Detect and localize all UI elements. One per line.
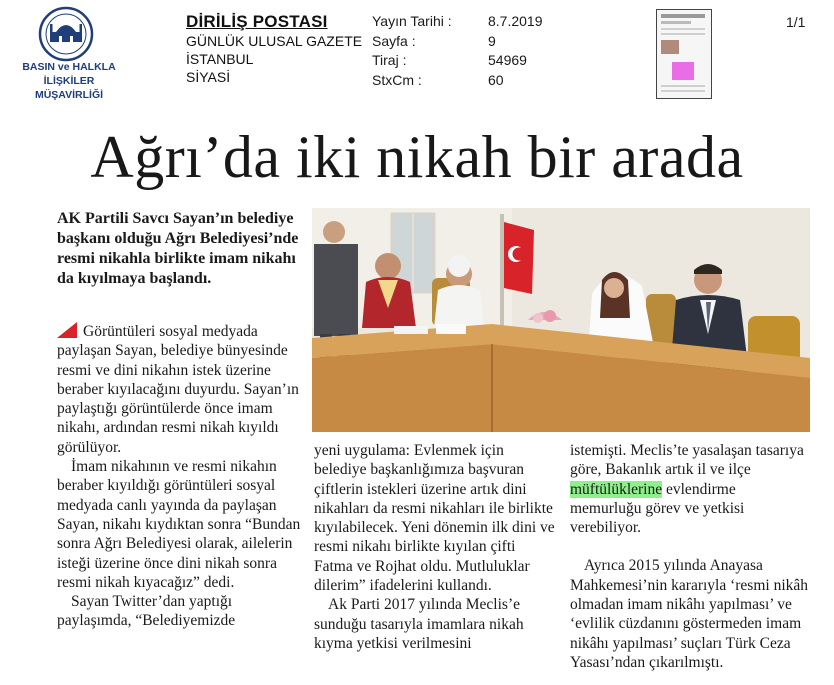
highlighted-keyword: müftülüklerine [570,480,663,498]
article-headline: Ağrı’da iki nikah bir arada [90,124,744,190]
meta-key: Tiraj : [372,52,407,68]
thumb-line [661,28,705,30]
meta-row-circulation [372,51,568,71]
thumb-subhead [661,21,691,24]
publication-meta [372,12,568,90]
thumb-line [661,33,705,35]
thumb-masthead [661,14,705,18]
paragraph [57,322,302,457]
paragraph: İmam nikahının ve resmi nikahın beraber kıyıldığı görüntüleri sosyal medyada canlı yayında da paylaşan Sayan, nikahı kıydıktan sonra “Bundan sonra Ağrı Belediyesi olarak, ailelerin isteği üzerine önce dini nikah sonra resmi nikah kıyacağız” dedi. [57,458,301,591]
page-count: 1/1 [786,14,806,30]
meta-row-stxcm [372,71,568,91]
logo-caption-line2: MÜŞAVİRLİĞİ [34,89,104,101]
publication-info [186,12,362,86]
publication-name: DİRİLİŞ POSTASI [186,12,328,31]
meta-value: 54969 [488,52,527,68]
logo-caption [0,60,138,102]
publication-category: SİYASİ [186,69,231,85]
meta-key: StxCm : [372,71,422,88]
paragraph: Sayan Twitter’dan yaptığı paylaşımda, “Belediyemizde [57,593,236,630]
meta-value: 9 [488,32,496,49]
paragraph [570,441,810,537]
thumb-line [661,90,705,92]
meta-row-date [372,12,568,32]
page-thumbnail[interactable] [656,9,712,99]
logo-caption-line1: BASIN ve HALKLA İLİŞKİLER [22,61,116,87]
article-spot: AK Partili Savcı Sayan’ın belediye başkanı olduğu Ağrı Belediyesi’nde resmi nikahla birlikte imam nikahı da kıyılmaya başlandı. [57,210,299,287]
publication-type: GÜNLÜK ULUSAL GAZETE [186,33,363,49]
meta-value: 60 [488,71,504,88]
article-column-2 [314,441,558,653]
paragraph: yeni uygulama: Evlenmek için belediye başkanlığımıza başvuran çiftlerin istekleri üzerine artık dini nikahları da resmi nikahları ile birlikte kıyılabilecek. Yeni dönemin ilk dini ve resmi nikahı birlikte kıyılan çifti Fatma ve Rojhat oldu. Mutluluklar dilerim” ifadelerini kullandı. [314,442,555,595]
thumb-photo [661,40,679,54]
meta-row-page [372,32,568,52]
paragraph: Ayrıca 2015 yılında Anayasa Mahkemesi’nin kararıyla ‘resmi nikâh olmadan imam nikâhı yapılması’ ve ‘evlilik cüzdanını göstermeden imam nikâhı yapılması’ suçları Türk Ceza Yasası’ndan çıkarılmıştı. [570,557,809,671]
meta-key: Yayın Tarihi : [372,13,452,29]
paragraph-text: istemişti. Meclis’te yasalaşan tasarıya göre, Bakanlık artık il ve ilçe [570,442,804,479]
section-marker-icon [57,322,77,338]
paragraph-text: evlendirme memurluğu görev ve yetkisi verebiliyor. [570,480,745,537]
wedding-ceremony-photo [312,208,810,432]
paragraph: Ak Parti 2017 yılında Meclis’e sunduğu tasarıyla imamlara nikah kıyma yetkisi verilmesini [314,596,524,652]
meta-value: 8.7.2019 [488,13,543,29]
publication-city: İSTANBUL [186,51,254,67]
meta-key: Sayfa : [372,32,416,49]
paragraph-text: Görüntüleri sosyal medyada paylaşan Sayan, belediye bünyesinde resmi ve dini nikahın istek üzerine beraber kıyılacağını duyurdu. Sayan’ın paylaştığı görüntülerde önce imam nikahı, ardından resmi nikah kıyıldı görülüyor. [57,323,299,456]
article-column-3 [570,441,810,672]
thumb-article-highlight [672,62,694,80]
thumb-line [661,85,705,87]
article-column-1 [57,322,302,631]
ministry-logo [38,6,94,62]
